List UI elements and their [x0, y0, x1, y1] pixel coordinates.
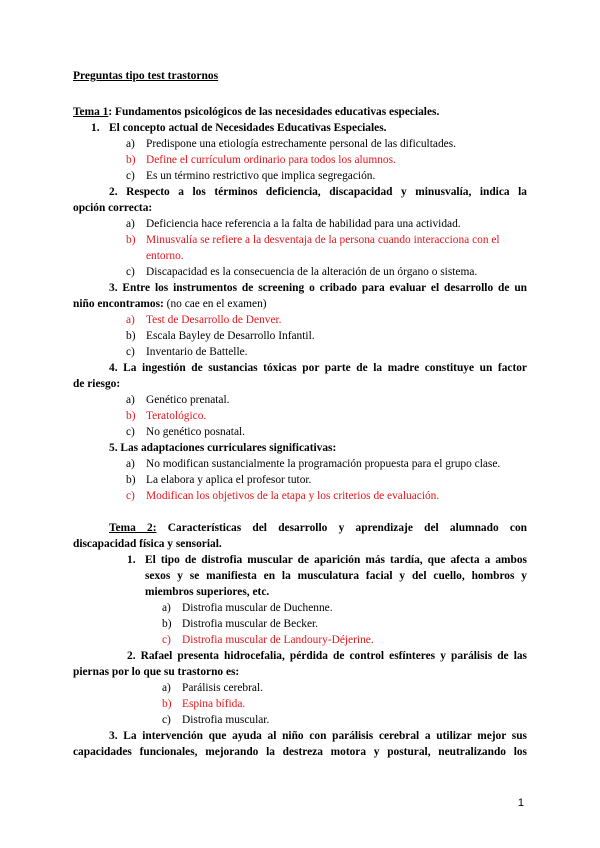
tema1-q3-line2: niño encontramos: (no cae en el examen) — [73, 298, 267, 310]
tema2-q2-line2: piernas por lo que su trastorno es: — [73, 666, 240, 678]
tema2-heading-cont: discapacidad física y sensorial. — [73, 538, 222, 550]
tema1-q4-line2: de riesgo: — [73, 378, 121, 390]
tema1-q2-line1: 2. Respecto a los términos deficiencia, discapacidad y minusvalía, indica la — [109, 186, 527, 198]
tema1-q3-option-a-correct: a) Test de Desarrollo de Denver. — [126, 314, 282, 326]
tema2-q2-option-b-correct: b) Espina bífida. — [162, 698, 246, 710]
tema1-q5: 5. Las adaptaciones curriculares significativas: — [109, 442, 337, 454]
tema2-q1-option-a: a) Distrofia muscular de Duchenne. — [162, 602, 333, 614]
tema1-q4-option-b-correct: b) Teratológico. — [126, 410, 207, 422]
tema2-q3-line2: capacidades funcionales, mejorando la destreza motora y postural, neutralizando los — [73, 746, 527, 758]
tema1-q4-option-a: a) Genético prenatal. — [126, 394, 230, 406]
tema1-q3-option-b: b) Escala Bayley de Desarrollo Infantil. — [126, 330, 315, 342]
tema1-q2-option-c: c) Discapacidad es la consecuencia de la alteración de un órgano o sistema. — [126, 266, 478, 278]
tema1-heading — [73, 104, 439, 120]
tema1-q5-option-a: a) No modifican sustancialmente la programación propuesta para el grupo clase. — [126, 458, 501, 470]
tema1-q5-option-b: b) La elabora y aplica el profesor tutor. — [126, 474, 312, 486]
tema1-q2-option-b-cont: entorno. — [146, 250, 184, 262]
tema2-title: Características del desarrollo y aprendizaje del alumnado con — [167, 522, 527, 534]
tema2-heading — [73, 520, 527, 536]
tema1-q4-line1: 4. La ingestión de sustancias tóxicas por parte de la madre constituye un factor — [109, 362, 527, 374]
tema1-q3-option-c: c) Inventario de Battelle. — [126, 346, 248, 358]
tema2-q1-line1: El tipo de distrofia muscular de aparición más tardía, que afecta a ambos — [145, 554, 527, 566]
tema2-q2-option-a: a) Parálisis cerebral. — [162, 682, 263, 694]
tema1-title: : Fundamentos psicológicos de las necesidades educativas especiales. — [108, 106, 440, 118]
tema1-q4-option-c: c) No genético posnatal. — [126, 426, 246, 438]
tema2-q3-line1: 3. La intervención que ayuda al niño con parálisis cerebral a utilizar mejor sus — [109, 730, 527, 742]
tema2-q1-num: 1. — [127, 554, 136, 566]
tema2-q2-line1: 2. Rafael presenta hidrocefalia, pérdida de control esfínteres y parálisis de las — [127, 650, 527, 662]
tema2-q1-line3: miembros superiores, etc. — [145, 586, 270, 598]
tema1-q2-option-b-correct: b) Minusvalía se refiere a la desventaja de la persona cuando interacciona con el — [126, 234, 500, 246]
tema1-q5-option-c-correct: c) Modifican los objetivos de la etapa y los criterios de evaluación. — [126, 490, 440, 502]
tema1-q1-option-c: c) Es un término restrictivo que implica segregación. — [126, 170, 376, 182]
tema2-q1-option-b: b) Distrofia muscular de Becker. — [162, 618, 319, 630]
document-title: Preguntas tipo test trastornos — [73, 70, 219, 82]
tema1-q1-option-a: a) Predispone una etiología estrechamente personal de las dificultades. — [126, 138, 456, 150]
tema2-q2-option-c: c) Distrofia muscular. — [162, 714, 270, 726]
tema2-q1-line2: sexos y se manifiesta en la musculatura facial y del cuello, hombros y — [145, 570, 527, 582]
tema1-q2-line2: opción correcta: — [73, 202, 153, 214]
page-number: 1 — [517, 797, 524, 809]
tema1-q2-option-a: a) Deficiencia hace referencia a la falta de habilidad para una actividad. — [126, 218, 461, 230]
tema1-q3-line1: 3. Entre los instrumentos de screening o cribado para evaluar el desarrollo de un — [109, 282, 527, 294]
tema1-label: Tema 1 — [73, 106, 109, 118]
tema2-label: Tema 2: — [109, 522, 157, 534]
tema2-q1-option-c-correct: c) Distrofia muscular de Landoury-Déjerine. — [162, 634, 374, 646]
tema1-q1-option-b-correct: b) Define el currículum ordinario para todos los alumnos. — [126, 154, 396, 166]
tema1-q1: 1. El concepto actual de Necesidades Educativas Especiales. — [91, 122, 387, 134]
